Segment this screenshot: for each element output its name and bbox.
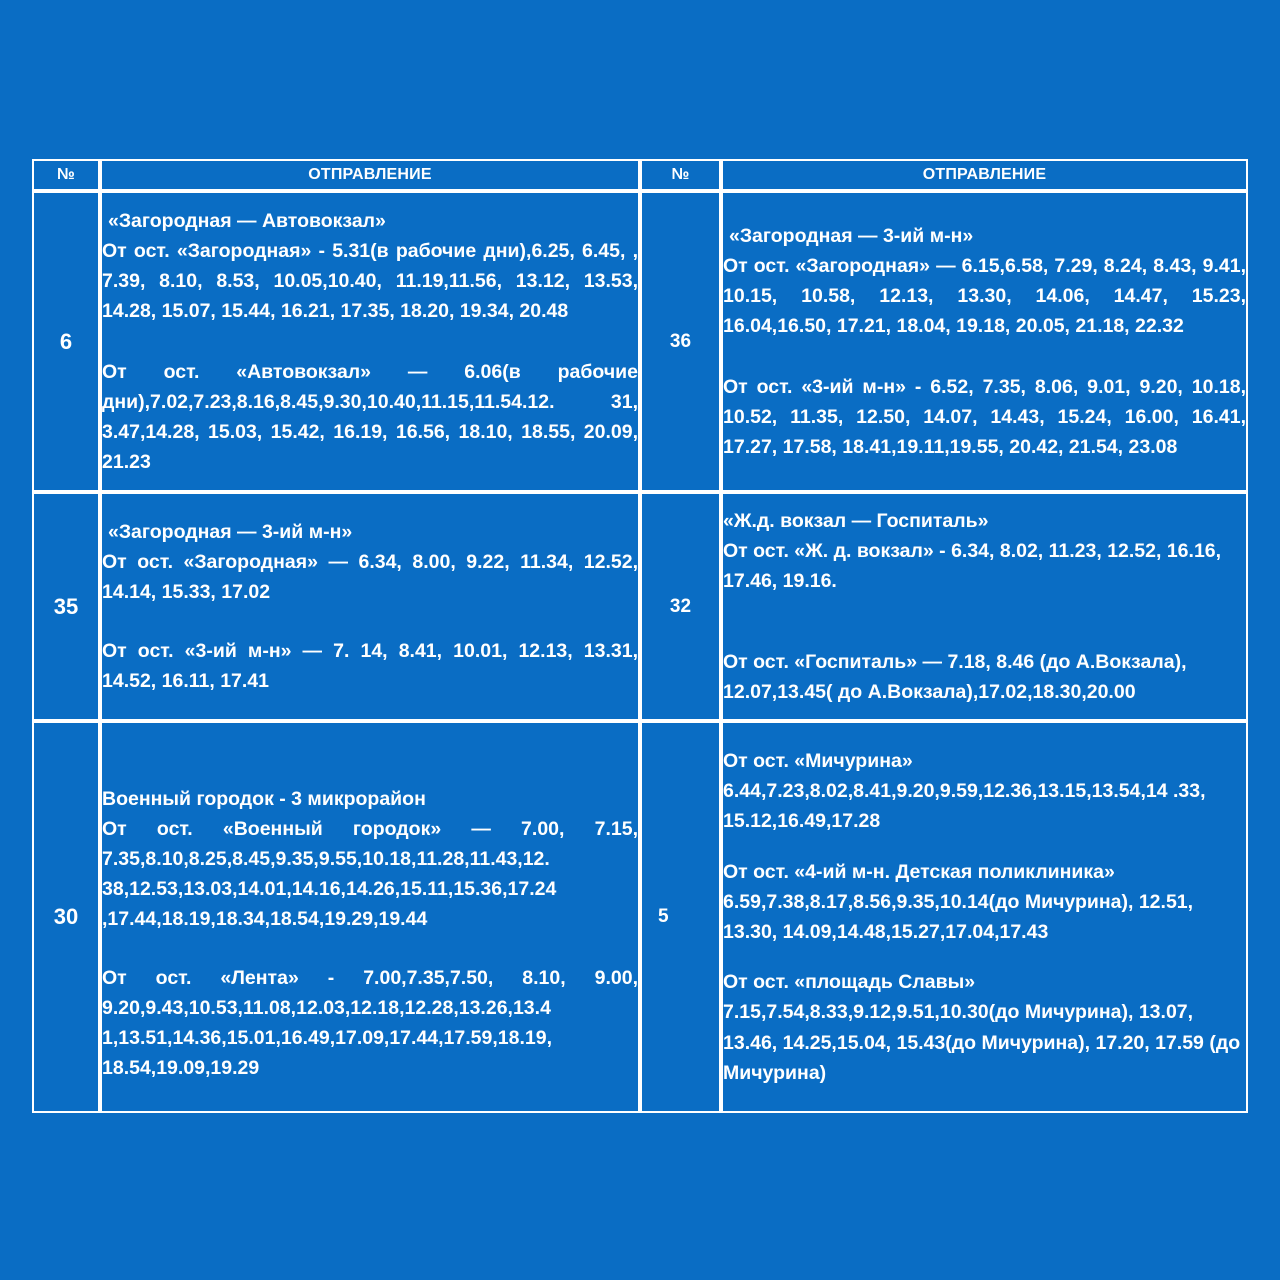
stop-title: От ост. «Мичурина» bbox=[723, 749, 913, 772]
schedule-row bbox=[32, 191, 1248, 492]
departure-times: От ост. «Военный городок» — 7.00, 7.15, 7.35,8.10,8.25,8.45,9.35,9.55,10.18,11.28,11.43,12. 38,12.53,13.03,14.01,14.16,14.26,15.11,15.36,17.24 ,17.44,18.19,18.34,18.54,19.29,19.44 bbox=[102, 817, 638, 931]
departure-times: От ост. «Загородная» — 6.34, 8.00, 9.22, 11.34, 12.52, 14.14, 15.33, 17.02 bbox=[102, 551, 638, 604]
route-number: 35 bbox=[32, 492, 100, 721]
bus-schedule-table bbox=[32, 159, 1248, 1113]
route-schedule bbox=[100, 492, 640, 721]
stop-title: От ост. «площадь Славы» bbox=[723, 971, 976, 994]
departure-times: От ост. «Ж. д. вокзал» - 6.34, 8.02, 11.23, 12.52, 16.16, 17.46, 19.16. bbox=[723, 540, 1222, 593]
departure-times: От ост. «3-ий м-н» — 7. 14, 8.41, 10.01, 12.13, 13.31, 14.52, 16.11, 17.41 bbox=[102, 639, 638, 692]
departure-times: От ост. «Загородная» - 5.31(в рабочие дни),6.25, 6.45, , 7.39, 8.10, 8.53, 10.05,10.40, 11.19,11.56, 13.12, 13.53, 14.28, 15.07, 15.44, 16.21, 17.35, 18.20, 19.34, 20.48 bbox=[102, 239, 638, 323]
header-row bbox=[32, 159, 1248, 191]
departure-times: От ост. «Загородная» — 6.15,6.58, 7.29, 8.24, 8.43, 9.41, 10.15, 10.58, 12.13, 13.30, 14.06, 14.47, 15.23, 16.04,16.50, 17.21, 18.04, 19.18, 20.05, 21.18, 22.32 bbox=[723, 254, 1246, 338]
departure-times: От ост. «Лента» - 7.00,7.35,7.50, 8.10, 9.00, 9.20,9.43,10.53,11.08,12.03,12.18,12.28,13.26,13.4 1,13.51,14.36,15.01,16.49,17.09,17.44,17.59,18.19, 18.54,19.09,19.29 bbox=[102, 966, 638, 1080]
stop-title: От ост. «4-ий м-н. Детская поликлиника» bbox=[723, 860, 1115, 883]
departure-times: 6.59,7.38,8.17,8.56,9.35,10.14(до Мичурина), 12.51, 13.30, 14.09,14.48,15.27,17.04,17.43 bbox=[723, 890, 1194, 943]
route-schedule bbox=[100, 191, 640, 492]
route-number: 6 bbox=[32, 191, 100, 492]
route-number: 5 bbox=[640, 721, 721, 1113]
schedule-row bbox=[32, 492, 1248, 721]
col-header-departure-2: ОТПРАВЛЕНИЕ bbox=[721, 159, 1248, 191]
route-schedule bbox=[721, 492, 1248, 721]
schedule-row bbox=[32, 721, 1248, 1113]
route-title: «Загородная — 3-ий м-н» bbox=[108, 520, 353, 543]
route-title: «Загородная — 3-ий м-н» bbox=[729, 224, 974, 247]
route-number: 32 bbox=[640, 492, 721, 721]
departure-times: От ост. «Госпиталь» — 7.18, 8.46 (до А.Вокзала), 12.07,13.45( до А.Вокзала),17.02,18.30,20.00 bbox=[723, 650, 1187, 703]
col-header-departure: ОТПРАВЛЕНИЕ bbox=[100, 159, 640, 191]
route-title: «Ж.д. вокзал — Госпиталь» bbox=[723, 509, 989, 532]
departure-times: 6.44,7.23,8.02,8.41,9.20,9.59,12.36,13.15,13.54,14 .33, 15.12,16.49,17.28 bbox=[723, 780, 1206, 833]
departure-times: От ост. «Автовокзал» — 6.06(в рабочие дни),7.02,7.23,8.16,8.45,9.30,10.40,11.15,11.54.12. 31, 3.47,14.28, 15.03, 15.42, 16.19, 16.56, 18.10, 18.55, 20.09, 21.23 bbox=[102, 360, 638, 474]
route-title: «Загородная — Автовокзал» bbox=[108, 209, 386, 232]
route-schedule bbox=[721, 191, 1248, 492]
route-number: 30 bbox=[32, 721, 100, 1113]
col-header-number-2: № bbox=[640, 159, 721, 191]
route-schedule bbox=[721, 721, 1248, 1113]
route-schedule bbox=[100, 721, 640, 1113]
departure-times: От ост. «3-ий м-н» - 6.52, 7.35, 8.06, 9.01, 9.20, 10.18, 10.52, 11.35, 12.50, 14.07, 14.43, 15.24, 16.00, 16.41, 17.27, 17.58, 18.41,19.11,19.55, 20.42, 21.54, 23.08 bbox=[723, 375, 1246, 458]
route-title: Военный городок - 3 микрорайон bbox=[102, 787, 426, 810]
departure-times: 7.15,7.54,8.33,9.12,9.51,10.30(до Мичурина), 13.07, 13.46, 14.25,15.04, 15.43(до Мичурина), 17.20, 17.59 (до Мичурина) bbox=[723, 1001, 1241, 1084]
route-number: 36 bbox=[640, 191, 721, 492]
col-header-number: № bbox=[32, 159, 100, 191]
